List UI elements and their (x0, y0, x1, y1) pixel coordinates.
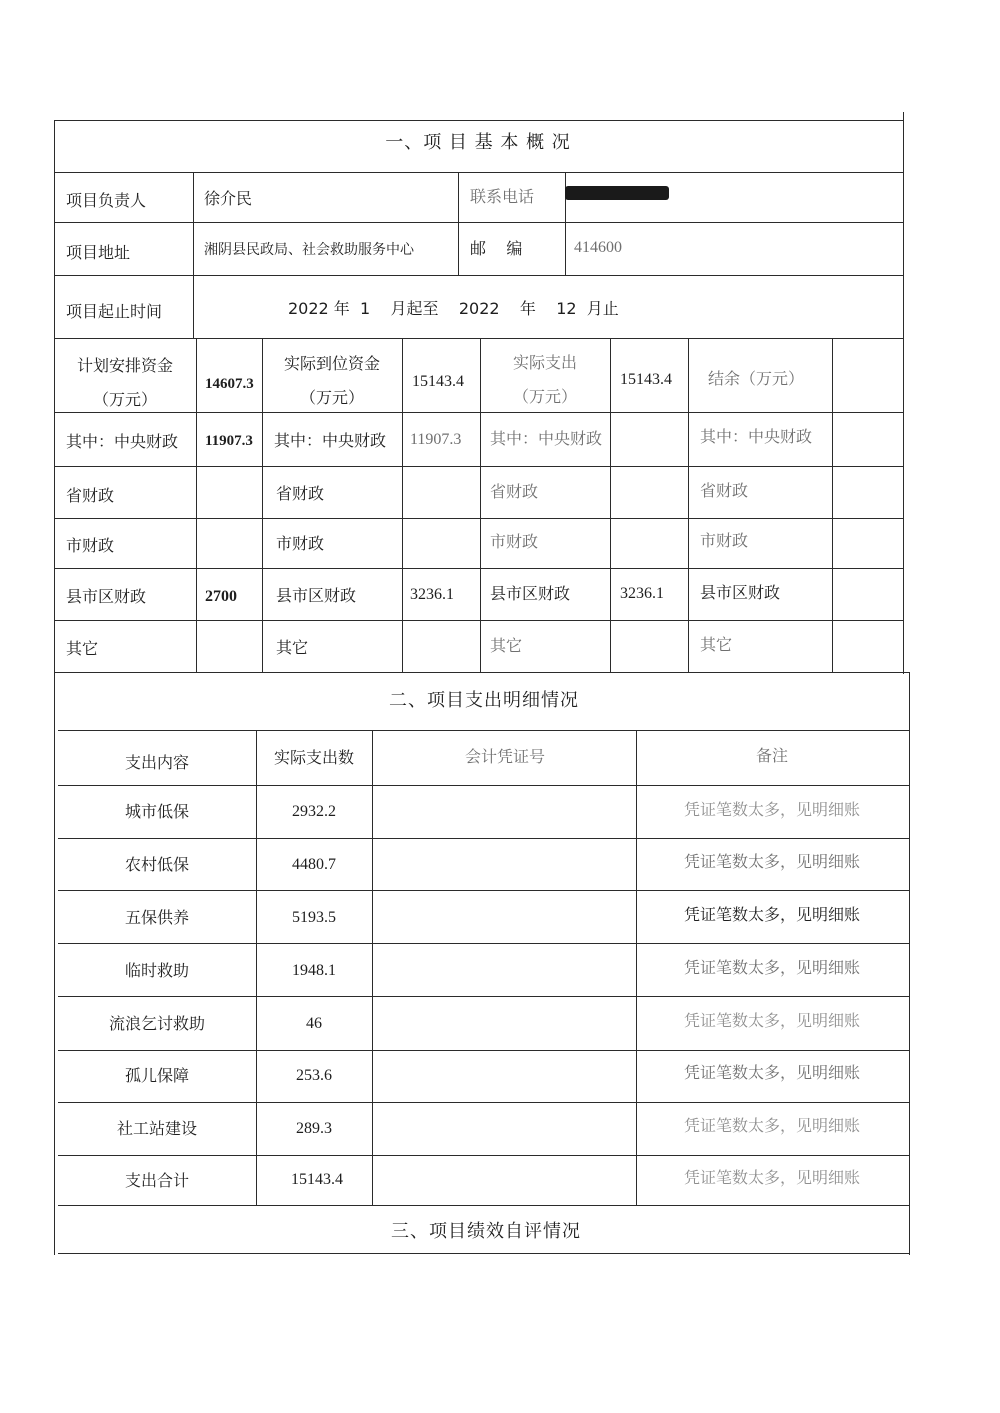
funds-row-label: 省财政 (276, 484, 325, 503)
funds-row-label: 其它 (490, 636, 523, 655)
row-divider (58, 1155, 910, 1156)
detail-amount: 1948.1 (292, 962, 336, 979)
funds-row-label: 其它 (66, 639, 99, 658)
funds-row-value: 11907.3 (410, 431, 462, 448)
detail-item: 临时救助 (124, 961, 190, 980)
header-amount: 实际支出数 (273, 748, 355, 767)
table-right-border-top (903, 112, 904, 674)
row-divider (58, 890, 910, 891)
detail-note: 凭证笔数太多，见明细账 (683, 1063, 861, 1082)
col-divider (458, 172, 459, 275)
row-divider (54, 172, 904, 173)
detail-note: 凭证笔数太多，见明细账 (683, 1011, 861, 1030)
detail-note: 凭证笔数太多，见明细账 (683, 1116, 861, 1135)
period-label: 项目起止时间 (66, 302, 163, 321)
detail-item: 支出合计 (124, 1171, 190, 1190)
detail-amount: 2932.2 (292, 803, 336, 820)
spend-unit: （万元） (512, 387, 578, 406)
row-divider (54, 672, 910, 673)
row-divider (54, 338, 904, 339)
actual-label: 实际到位资金 (283, 354, 381, 373)
col-divider (262, 338, 263, 672)
detail-amount: 5193.5 (292, 909, 336, 926)
funds-row-label: 县市区财政 (490, 584, 571, 603)
col-divider (636, 730, 637, 1205)
row-divider (58, 730, 910, 731)
row-divider (58, 943, 910, 944)
detail-note: 凭证笔数太多，见明细账 (683, 852, 861, 871)
leader-label: 项目负责人 (66, 191, 147, 210)
address-label: 项目地址 (66, 243, 131, 262)
funds-row-label: 市财政 (66, 536, 115, 555)
header-voucher: 会计凭证号 (464, 747, 546, 766)
funds-row-label: 市财政 (276, 534, 325, 553)
col-divider (688, 338, 689, 672)
section-3-title: 三、项目绩效自评情况 (391, 1221, 581, 1242)
detail-item: 社工站建设 (116, 1119, 198, 1138)
leader-value: 徐介民 (204, 189, 253, 208)
funds-row-label: 其它 (700, 635, 733, 654)
actual-unit: （万元） (299, 388, 365, 407)
funds-row-label: 其中：中央财政 (700, 427, 813, 446)
col-divider (832, 338, 833, 672)
row-divider (54, 222, 904, 223)
detail-note: 凭证笔数太多，见明细账 (683, 1168, 861, 1187)
spend-label: 实际支出 (512, 353, 578, 372)
funds-row-label: 其中：中央财政 (66, 432, 179, 451)
detail-amount: 289.3 (296, 1120, 332, 1137)
detail-item: 城市低保 (124, 802, 190, 821)
period-value: 2022 年 1 月起至 2022 年 12 月止 (288, 299, 619, 318)
detail-note: 凭证笔数太多，见明细账 (683, 905, 861, 924)
col-divider (480, 338, 481, 672)
col-divider (196, 338, 197, 672)
row-divider (54, 466, 904, 467)
planned-total: 14607.3 (205, 376, 254, 392)
detail-item: 五保供养 (124, 908, 190, 927)
funds-row-value: 2700 (205, 588, 237, 605)
table-left-border (54, 120, 55, 1255)
funds-row-label: 县市区财政 (276, 586, 357, 605)
funds-row-label: 其中：中央财政 (274, 431, 387, 450)
table-top-border (54, 120, 904, 121)
funds-row-value: 3236.1 (620, 585, 664, 602)
funds-row-label: 省财政 (490, 482, 539, 501)
table-bottom-border (58, 1253, 910, 1254)
row-divider (58, 1205, 910, 1206)
planned-unit: （万元） (92, 390, 158, 409)
col-divider (256, 730, 257, 1205)
detail-item: 孤儿保障 (124, 1066, 190, 1085)
detail-amount: 253.6 (296, 1067, 332, 1084)
row-divider (54, 275, 904, 276)
row-divider (58, 838, 910, 839)
funds-row-label: 县市区财政 (66, 587, 147, 606)
detail-item: 流浪乞讨救助 (108, 1014, 206, 1033)
detail-note: 凭证笔数太多，见明细账 (683, 958, 861, 977)
detail-amount: 15143.4 (291, 1171, 343, 1188)
header-item: 支出内容 (124, 753, 190, 772)
detail-amount: 4480.7 (292, 856, 336, 873)
row-divider (58, 1050, 910, 1051)
postcode-label: 邮 编 (470, 239, 523, 258)
row-divider (58, 996, 910, 997)
col-divider (610, 338, 611, 672)
phone-redaction (565, 186, 669, 200)
funds-row-label: 其中：中央财政 (490, 429, 603, 448)
table-right-border-bottom (909, 672, 910, 1255)
funds-row-label: 县市区财政 (700, 583, 781, 602)
section-2-title: 二、项目支出明细情况 (389, 690, 579, 711)
col-divider (402, 338, 403, 672)
postcode-value: 414600 (574, 239, 622, 256)
funds-row-label: 省财政 (700, 481, 749, 500)
row-divider (58, 785, 910, 786)
funds-row-label: 省财政 (66, 486, 115, 505)
phone-label: 联系电话 (470, 187, 535, 206)
col-divider (193, 172, 194, 338)
detail-item: 农村低保 (124, 855, 190, 874)
actual-total: 15143.4 (412, 373, 464, 390)
row-divider (58, 1102, 910, 1103)
detail-note: 凭证笔数太多，见明细账 (683, 800, 861, 819)
section-1-title: 一、项 目 基 本 概 况 (385, 132, 571, 153)
address-value: 湘阴县民政局、社会救助服务中心 (204, 242, 414, 258)
detail-amount: 46 (306, 1015, 322, 1032)
funds-row-label: 市财政 (700, 531, 749, 550)
col-divider (372, 730, 373, 1205)
funds-row-value: 3236.1 (410, 586, 454, 603)
row-divider (54, 518, 904, 519)
funds-row-value: 11907.3 (205, 433, 253, 449)
row-divider (54, 412, 904, 413)
balance-label: 结余（万元） (708, 369, 805, 388)
row-divider (54, 568, 904, 569)
spend-total: 15143.4 (620, 371, 672, 388)
row-divider (54, 620, 904, 621)
planned-label: 计划安排资金 (76, 356, 174, 375)
funds-row-label: 市财政 (490, 532, 539, 551)
header-note: 备注 (755, 746, 789, 765)
funds-row-label: 其它 (276, 638, 309, 657)
